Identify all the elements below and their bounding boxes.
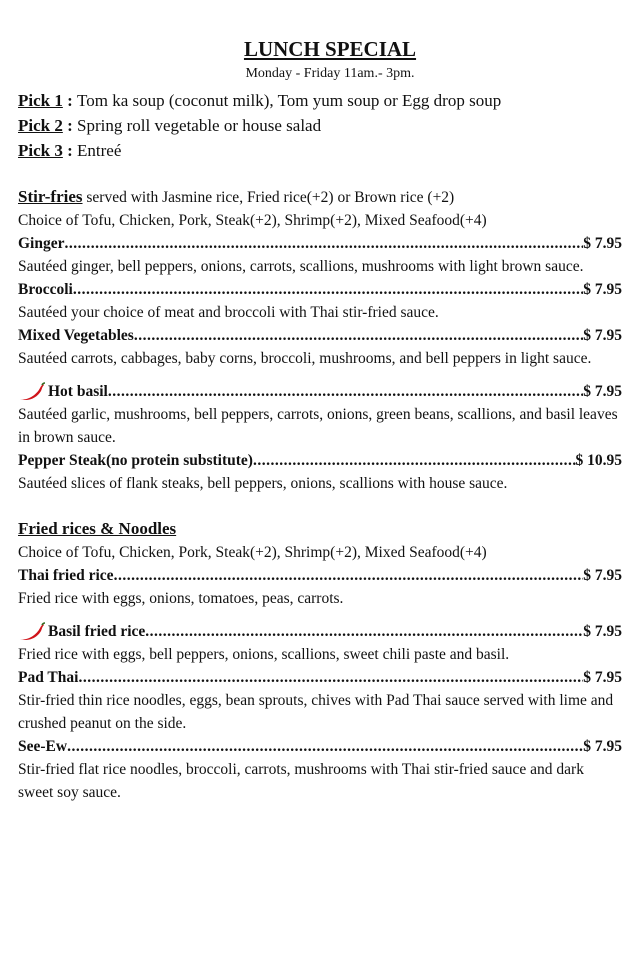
pick-1: Pick 1 : Tom ka soup (coconut milk), Tom yum soup or Egg drop soup xyxy=(18,91,502,110)
item-name-wrap xyxy=(18,620,145,643)
menu-item xyxy=(18,278,622,301)
section-header xyxy=(18,185,622,209)
stirfries-section xyxy=(18,185,622,495)
item-name: Broccoli xyxy=(18,281,73,298)
item-description: Stir-fried flat rice noodles, broccoli, carrots, mushrooms with Thai stir-fried sauce and dark sweet soy sauce. xyxy=(18,761,584,801)
serving-hours: Monday - Friday 11am.- 3pm. xyxy=(245,66,415,81)
item-price: $ 7.95 xyxy=(583,567,622,584)
item-price: $ 7.95 xyxy=(583,383,622,400)
item-description: Fried rice with eggs, onions, tomatoes, peas, carrots. xyxy=(18,590,344,607)
item-price: $ 7.95 xyxy=(583,281,622,298)
item-name-wrap xyxy=(18,380,108,403)
section-title: Fried rices & Noodles xyxy=(18,519,177,538)
item-price: $ 7.95 xyxy=(583,623,622,640)
menu-item xyxy=(18,666,622,689)
leader-dots xyxy=(114,564,584,587)
menu-item xyxy=(18,449,622,472)
item-description: Fried rice with eggs, bell peppers, onions, scallions, sweet chili paste and basil. xyxy=(18,646,510,663)
item-name: Mixed Vegetables xyxy=(18,327,134,344)
item-description: Sautéed slices of flank steaks, bell peppers, onions, scallions with house sauce. xyxy=(18,475,508,492)
pick-3: Pick 3 : Entreé xyxy=(18,141,122,160)
item-description: Stir-fried thin rice noodles, eggs, bean sprouts, chives with Pad Thai sauce served with lime and crushed peanut on the side. xyxy=(18,692,614,732)
item-price: $ 7.95 xyxy=(583,738,622,755)
lunch-menu xyxy=(18,36,622,804)
menu-item xyxy=(18,620,622,643)
leader-dots xyxy=(134,324,583,347)
item-price: $ 7.95 xyxy=(583,669,622,686)
section-note: served with Jasmine rice, Fried rice(+2) or Brown rice (+2) xyxy=(86,189,455,206)
section-title: Stir-fries xyxy=(18,187,83,206)
item-price: $ 7.95 xyxy=(583,235,622,252)
item-price: $ 7.95 xyxy=(583,327,622,344)
item-price: $ 10.95 xyxy=(575,452,622,469)
leader-dots xyxy=(73,278,583,301)
pick-2: Pick 2 : Spring roll vegetable or house salad xyxy=(18,116,322,135)
item-name: Thai fried rice xyxy=(18,567,114,584)
pick-text: Tom ka soup (coconut milk), Tom yum soup or Egg drop soup xyxy=(77,91,502,110)
item-description: Sautéed ginger, bell peppers, onions, carrots, scallions, mushrooms with light brown sauce. xyxy=(18,258,584,275)
page-title: LUNCH SPECIAL xyxy=(243,37,417,61)
chili-pepper-icon xyxy=(18,622,46,642)
menu-item xyxy=(18,380,622,403)
chili-pepper-icon xyxy=(18,382,46,402)
pick-text: Spring roll vegetable or house salad xyxy=(77,116,322,135)
item-name: Pepper Steak(no protein substitute) xyxy=(18,452,253,469)
protein-choice: Choice of Tofu, Chicken, Pork, Steak(+2), Shrimp(+2), Mixed Seafood(+4) xyxy=(18,212,487,229)
section-header xyxy=(18,517,622,541)
leader-dots xyxy=(78,666,583,689)
leader-dots xyxy=(253,449,576,472)
friedrice-section xyxy=(18,517,622,804)
item-description: Sautéed carrots, cabbages, baby corns, broccoli, mushrooms, and bell peppers in light sauce. xyxy=(18,350,592,367)
item-description: Sautéed garlic, mushrooms, bell peppers, carrots, onions, green beans, scallions, and basil leaves in brown sauce. xyxy=(18,406,618,446)
menu-item xyxy=(18,564,622,587)
protein-choice: Choice of Tofu, Chicken, Pork, Steak(+2), Shrimp(+2), Mixed Seafood(+4) xyxy=(18,544,487,561)
leader-dots xyxy=(145,620,583,643)
pick-label: Pick 3 xyxy=(18,141,63,160)
pick-text: Entreé xyxy=(77,141,122,160)
item-name: Hot basil xyxy=(48,383,108,400)
pick-label: Pick 2 xyxy=(18,116,63,135)
leader-dots xyxy=(65,232,584,255)
item-name: See-Ew xyxy=(18,738,68,755)
item-description: Sautéed your choice of meat and broccoli with Thai stir-fried sauce. xyxy=(18,304,439,321)
leader-dots xyxy=(67,735,583,758)
leader-dots xyxy=(108,380,583,403)
pick-label: Pick 1 xyxy=(18,91,63,110)
menu-item xyxy=(18,324,622,347)
item-name: Ginger xyxy=(18,235,65,252)
menu-item xyxy=(18,735,622,758)
item-name: Pad Thai xyxy=(18,669,79,686)
menu-item xyxy=(18,232,622,255)
item-name: Basil fried rice xyxy=(48,623,146,640)
